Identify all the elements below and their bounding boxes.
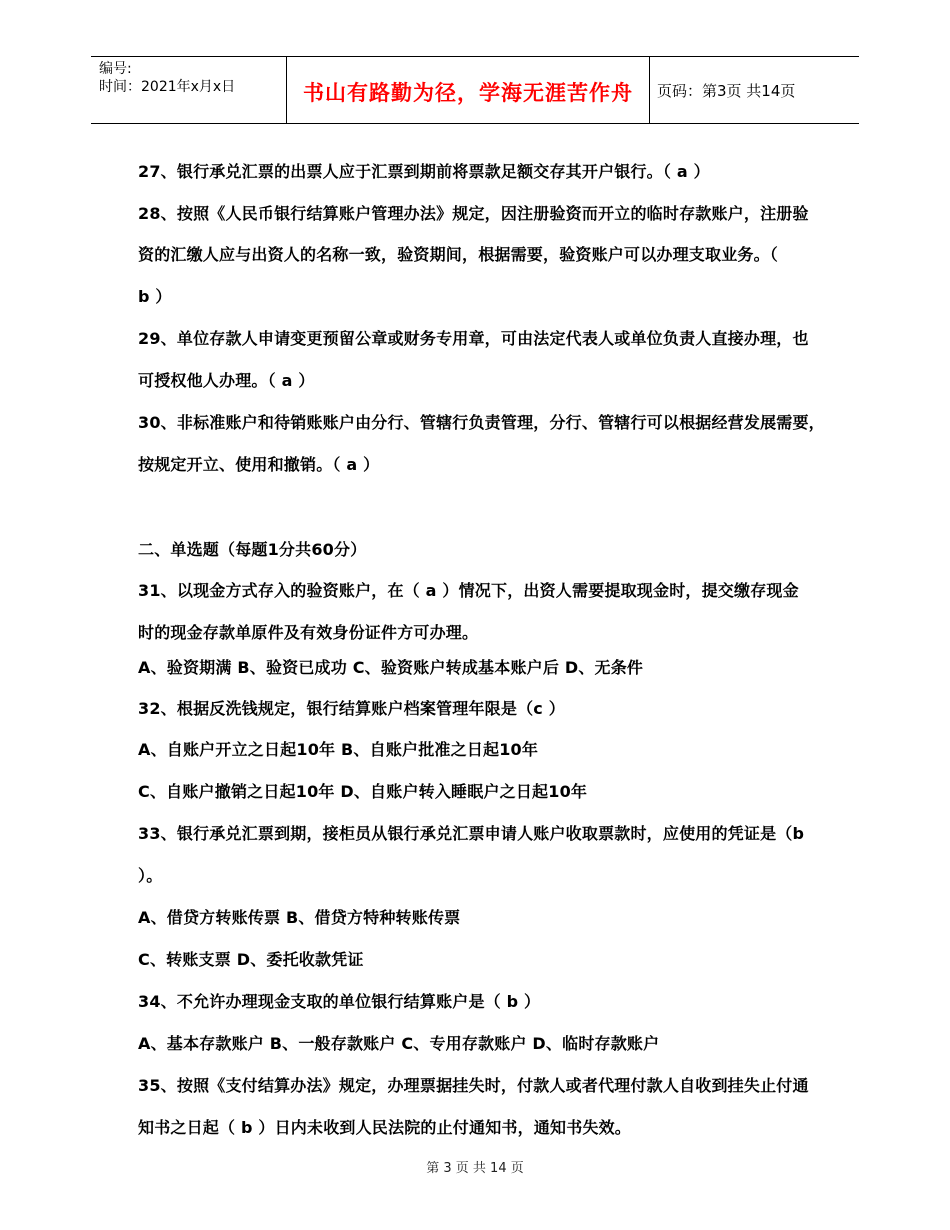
option-line: A、验资期满 B、验资已成功 C、验资账户转成基本账户后 D、无条件 bbox=[138, 658, 644, 677]
text-line: 按规定开立、使用和撤销。（ a ） bbox=[138, 455, 380, 474]
text-line: 29、单位存款人申请变更预留公章或财务专用章，可由法定代表人或单位负责人直接办理，也 bbox=[138, 329, 809, 348]
text-line: 可授权他人办理。（ a ） bbox=[138, 371, 315, 390]
text-line: 32、根据反洗钱规定，银行结算账户档案管理年限是（c ） bbox=[138, 699, 565, 718]
text-line: b ） bbox=[138, 287, 172, 306]
text-line: 知书之日起（ b ）日内未收到人民法院的止付通知书，通知书失效。 bbox=[138, 1118, 631, 1137]
option-line: C、转账支票 D、委托收款凭证 bbox=[138, 950, 364, 969]
text-line: 34、不允许办理现金支取的单位银行结算账户是（ b ） bbox=[138, 992, 541, 1011]
header-page-info: 页码：第3页 共14页 bbox=[657, 82, 796, 100]
header-page-cell bbox=[649, 57, 859, 123]
page-header bbox=[91, 56, 859, 124]
header-number-label: 编号: bbox=[99, 61, 132, 77]
text-line: 33、银行承兑汇票到期，接柜员从银行承兑汇票申请人账户收取票款时，应使用的凭证是（b bbox=[138, 824, 805, 843]
page-footer: 第 3 页 共 14 页 bbox=[426, 1161, 524, 1176]
text-line: 35、按照《支付结算办法》规定，办理票据挂失时，付款人或者代理付款人自收到挂失止付通 bbox=[138, 1076, 809, 1095]
header-motto-cell bbox=[286, 57, 650, 123]
text-line: 资的汇缴人应与出资人的名称一致，验资期间，根据需要，验资账户可以办理支取业务。（ bbox=[138, 245, 779, 264]
text-line: 30、非标准账户和待销账账户由分行、管辖行负责管理，分行、管辖行可以根据经营发展需要， bbox=[138, 413, 825, 432]
section-heading: 二、单选题（每题1分共60分） bbox=[138, 540, 367, 559]
header-meta bbox=[91, 57, 286, 123]
text-line: ）。 bbox=[138, 866, 163, 885]
header-time-label: 时间：2021年x月x日 bbox=[99, 79, 236, 95]
option-line: A、借贷方转账传票 B、借贷方特种转账传票 bbox=[138, 908, 461, 927]
text-line: 27、银行承兑汇票的出票人应于汇票到期前将票款足额交存其开户银行。（ a ） bbox=[138, 162, 710, 181]
text-line: 时的现金存款单原件及有效身份证件方可办理。 bbox=[138, 623, 479, 642]
text-line: 31、以现金方式存入的验资账户，在（ a ）情况下，出资人需要提取现金时，提交缴存现金 bbox=[138, 581, 799, 600]
option-line: A、基本存款账户 B、一般存款账户 C、专用存款账户 D、临时存款账户 bbox=[138, 1034, 660, 1053]
option-line: C、自账户撤销之日起10年 D、自账户转入睡眠户之日起10年 bbox=[138, 782, 588, 801]
header-motto: 书山有路勤为径，学海无涯苦作舟 bbox=[303, 81, 633, 105]
option-line: A、自账户开立之日起10年 B、自账户批准之日起10年 bbox=[138, 740, 539, 759]
text-line: 28、按照《人民币银行结算账户管理办法》规定，因注册验资而开立的临时存款账户，注册验 bbox=[138, 204, 809, 223]
